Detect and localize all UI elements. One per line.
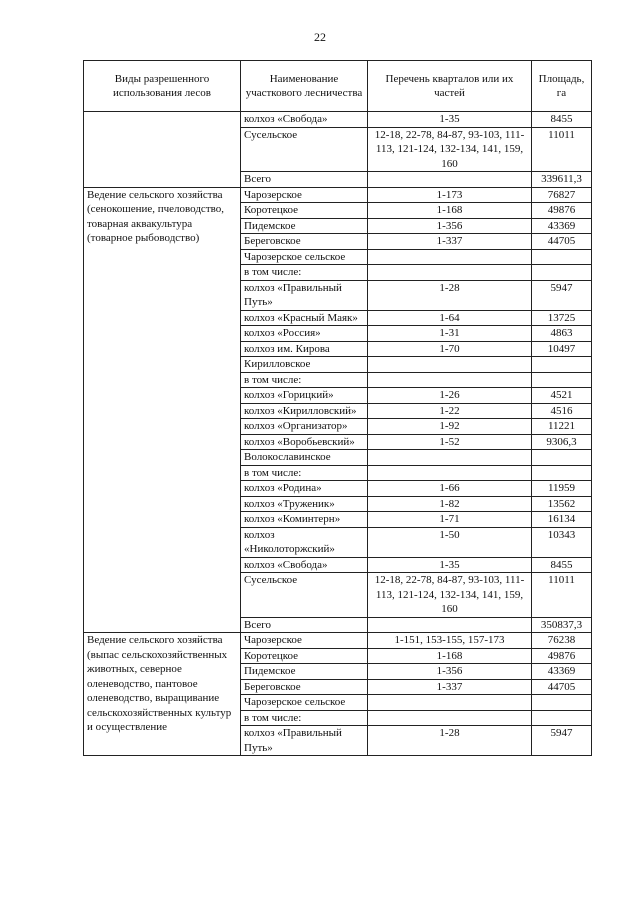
forestry-cell: колхоз «Родина» [241,481,368,497]
area-cell: 43369 [532,218,592,234]
quarters-cell: 1-151, 153-155, 157-173 [368,633,532,649]
area-cell [532,372,592,388]
forestry-cell: Пидемское [241,218,368,234]
area-cell: 76238 [532,633,592,649]
header-quarters: Перечень кварталов или их частей [368,61,532,112]
forestry-cell: Коротецкое [241,203,368,219]
table-row [84,112,592,128]
area-cell: 11959 [532,481,592,497]
forestry-cell: колхоз «Горицкий» [241,388,368,404]
forestry-cell: Чарозерское сельское [241,695,368,711]
area-cell [532,695,592,711]
area-cell [532,465,592,481]
quarters-cell: 1-28 [368,280,532,310]
area-cell: 5947 [532,726,592,756]
quarters-cell: 1-35 [368,557,532,573]
area-cell [532,357,592,373]
forestry-cell: колхоз «Коминтерн» [241,512,368,528]
forestry-cell: Береговское [241,234,368,250]
quarters-cell [368,465,532,481]
quarters-cell: 1-168 [368,203,532,219]
forestry-cell: Кирилловское [241,357,368,373]
quarters-cell [368,357,532,373]
forest-use-table [83,60,592,756]
quarters-cell: 1-66 [368,481,532,497]
forestry-cell: колхоз «Правильный Путь» [241,726,368,756]
header-forestry: Наименование участкового лесничества [241,61,368,112]
table-body [84,112,592,756]
quarters-cell: 1-31 [368,326,532,342]
area-cell: 76827 [532,187,592,203]
forestry-cell: колхоз «Правильный Путь» [241,280,368,310]
area-cell: 43369 [532,664,592,680]
forestry-cell: Чарозерское сельское [241,249,368,265]
forestry-cell: в том числе: [241,372,368,388]
quarters-cell: 1-92 [368,419,532,435]
forestry-cell: Волокославинское [241,450,368,466]
quarters-cell: 1-70 [368,341,532,357]
quarters-cell: 1-82 [368,496,532,512]
forestry-cell: колхоз «Свобода» [241,557,368,573]
quarters-cell: 1-356 [368,218,532,234]
forestry-cell: колхоз «Кирилловский» [241,403,368,419]
quarters-cell: 1-173 [368,187,532,203]
quarters-cell [368,710,532,726]
area-cell: 11221 [532,419,592,435]
area-cell: 11011 [532,127,592,172]
quarters-cell: 1-28 [368,726,532,756]
use-type-cell: Ведение сельского хозяйства (сенокошение, пчеловодство, товарная аквакультура (товарное рыбоводство) [84,187,241,633]
area-cell: 11011 [532,573,592,618]
area-cell: 49876 [532,203,592,219]
use-type-cell: Ведение сельского хозяйства (выпас сельскохозяйственных животных, северное оленеводство, пантовое оленеводство, выращивание сельскохозяйственных культур и осуществление [84,633,241,756]
forestry-cell: колхоз им. Кирова [241,341,368,357]
forestry-cell: Всего [241,172,368,188]
quarters-cell [368,172,532,188]
area-cell: 4863 [532,326,592,342]
forestry-cell: Сусельское [241,127,368,172]
quarters-cell: 1-35 [368,112,532,128]
forestry-cell: колхоз «Труженик» [241,496,368,512]
area-cell: 44705 [532,234,592,250]
area-cell [532,249,592,265]
table-row [84,187,592,203]
quarters-cell: 1-64 [368,310,532,326]
forestry-cell: в том числе: [241,710,368,726]
quarters-cell [368,249,532,265]
area-cell: 8455 [532,557,592,573]
area-cell: 13562 [532,496,592,512]
forestry-cell: колхоз «Красный Маяк» [241,310,368,326]
header-area: Площадь, га [532,61,592,112]
area-cell: 339611,3 [532,172,592,188]
quarters-cell [368,372,532,388]
forestry-cell: колхоз «Свобода» [241,112,368,128]
quarters-cell: 1-337 [368,679,532,695]
area-cell: 49876 [532,648,592,664]
forestry-cell: колхоз «Воробьевский» [241,434,368,450]
area-cell: 16134 [532,512,592,528]
quarters-cell [368,450,532,466]
area-cell: 10343 [532,527,592,557]
forestry-cell: Чарозерское [241,187,368,203]
forestry-cell: колхоз «Россия» [241,326,368,342]
quarters-cell: 1-356 [368,664,532,680]
quarters-cell: 1-22 [368,403,532,419]
area-cell [532,710,592,726]
area-cell: 5947 [532,280,592,310]
area-cell: 9306,3 [532,434,592,450]
page-number: 22 [314,30,326,44]
quarters-cell: 1-26 [368,388,532,404]
quarters-cell: 1-337 [368,234,532,250]
quarters-cell [368,617,532,633]
quarters-cell: 1-52 [368,434,532,450]
area-cell [532,450,592,466]
quarters-cell: 1-50 [368,527,532,557]
area-cell: 350837,3 [532,617,592,633]
forestry-cell: в том числе: [241,465,368,481]
forestry-cell: в том числе: [241,265,368,281]
quarters-cell: 12-18, 22-78, 84-87, 93-103, 111-113, 121-124, 132-134, 141, 159, 160 [368,127,532,172]
quarters-cell: 12-18, 22-78, 84-87, 93-103, 111-113, 121-124, 132-134, 141, 159, 160 [368,573,532,618]
header-use: Виды разрешенного использования лесов [84,61,241,112]
area-cell: 10497 [532,341,592,357]
forestry-cell: Чарозерское [241,633,368,649]
area-cell: 13725 [532,310,592,326]
quarters-cell: 1-71 [368,512,532,528]
forestry-cell: Береговское [241,679,368,695]
area-cell: 4521 [532,388,592,404]
table-header-row [84,61,592,112]
forestry-cell: Всего [241,617,368,633]
area-cell: 4516 [532,403,592,419]
forestry-cell: колхоз «Организатор» [241,419,368,435]
quarters-cell [368,265,532,281]
table-row [84,633,592,649]
quarters-cell: 1-168 [368,648,532,664]
forestry-cell: колхоз «Николоторжский» [241,527,368,557]
area-cell [532,265,592,281]
use-type-cell [84,112,241,188]
forestry-cell: Коротецкое [241,648,368,664]
area-cell: 8455 [532,112,592,128]
area-cell: 44705 [532,679,592,695]
quarters-cell [368,695,532,711]
forestry-cell: Сусельское [241,573,368,618]
forestry-cell: Пидемское [241,664,368,680]
